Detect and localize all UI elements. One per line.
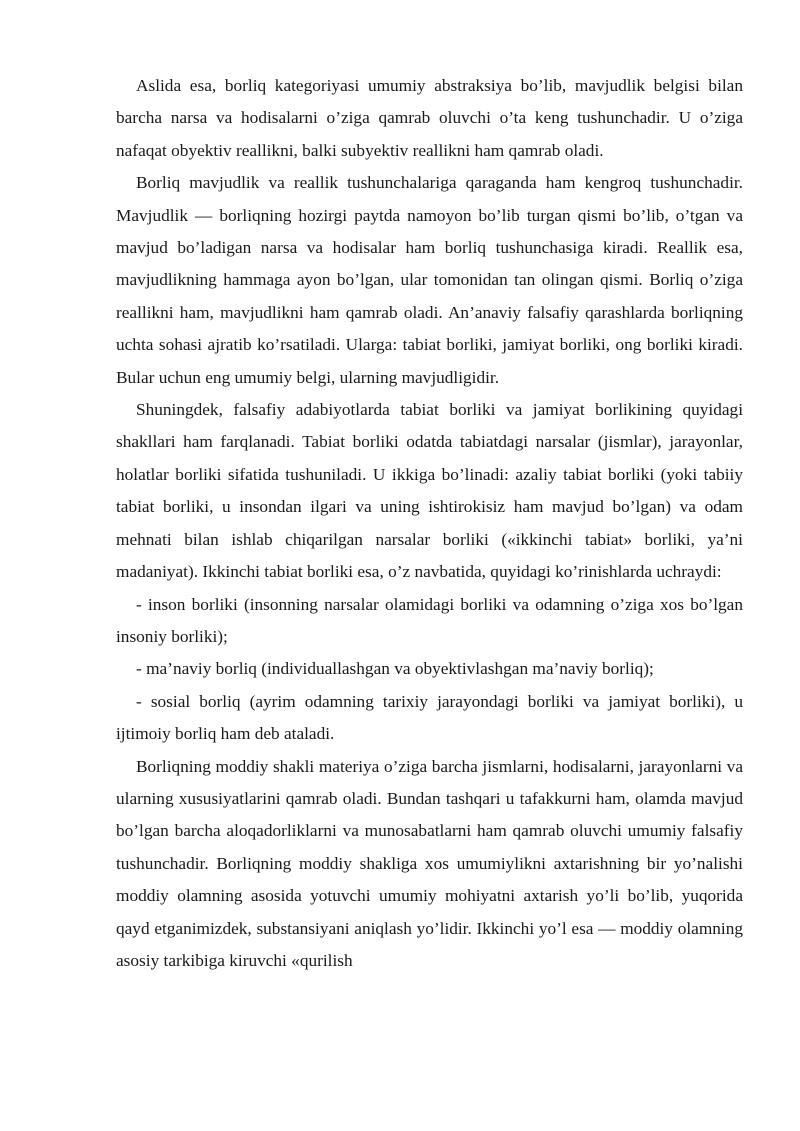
list-item-inson-borliki: - inson borliki (insonning narsalar olamidagi borliki va odamning o’ziga xos bo’lgan insoniy borliki); [116,594,743,646]
paragraph-tabiat-jamiyat-borligi: Shuningdek, falsafiy adabiyotlarda tabiat borliki va jamiyat borlikining quyidagi shakllari ham farqlanadi. Tabiat borliki odatda tabiatdagi narsalar (jismlar), jarayonlar, holatlar borliki sifatida tushuniladi. U ikkiga bo’linadi: azaliy tabiat borliki (yoki tabiiy tabiat borliki, u insondan ilgari va uning ishtirokisiz ham mavjud bo’lgan) va odam mehnati bilan ishlab chiqarilgan narsalar borliki («ikkinchi tabiat» borliki, ya’ni madaniyat). Ikkinchi tabiat borliki esa, o’z navbatida, quyidagi ko’rinishlarda uchraydi: [116,400,743,582]
list-item-sosial-borliq: - sosial borliq (ayrim odamning tarixiy jarayondagi borliki va jamiyat borliki), u ijtimoiy borliq ham deb ataladi. [116,691,743,744]
body-text [116,70,743,977]
list-item-manaviy-borliq: - ma’naviy borliq (individuallashgan va obyektivlashgan ma’naviy borliq); [136,659,654,679]
paragraph-moddiy-shakl: Borliqning moddiy shakli materiya o’ziga barcha jismlarni, hodisalarni, jarayonlarni va ularning xususiyatlarini qamrab oladi. Bundan tashqari u tafakkurni ham, olamda mavjud bo’lgan barcha aloqadorliklarni va munosabatlarni ham qamrab oluvchi umumiy falsafiy tushunchadir. Borliqning moddiy shakliga xos umumiylikni axtarishning bir yo’nalishi moddiy olamning asosida yotuvchi umumiy mohiyatni axtarish yo’li bo’lib, yuqorida qayd etganimizdek, substansiyani aniqlash yo’lidir. Ikkinchi yo’l esa — moddiy olamning asosiy tarkibiga kiruvchi «qurilish [116,756,743,970]
paragraph-borliq-abstraksiya: Aslida esa, borliq kategoriyasi umumiy abstraksiya bo’lib, mavjudlik belgisi bilan barcha narsa va hodisalarni o’ziga qamrab oluvchi o’ta keng tushunchadir. U o’ziga nafaqat obyektiv reallikni, balki subyektiv reallikni ham qamrab oladi. [116,76,743,160]
paragraph-mavjudlik-reallik: Borliq mavjudlik va reallik tushunchalariga qaraganda ham kengroq tushunchadir. Mavjudlik — borliqning hozirgi paytda namoyon bo’lib turgan qismi bo’lib, o’tgan va mavjud bo’ladigan narsa va hodisalar ham borliq tushunchasiga kiradi. Reallik esa, mavjudlikning hammaga ayon bo’lgan, ular tomonidan tan olingan qismi. Borliq o’ziga reallikni ham, mavjudlikni ham qamrab oladi. An’anaviy falsafiy qarashlarda borliqning uchta sohasi ajratib ko’rsatiladi. Ularga: tabiat borliki, jamiyat borliki, ong borliki kiradi. Bular uchun eng umumiy belgi, ularning mavjudligidir. [116,173,743,387]
